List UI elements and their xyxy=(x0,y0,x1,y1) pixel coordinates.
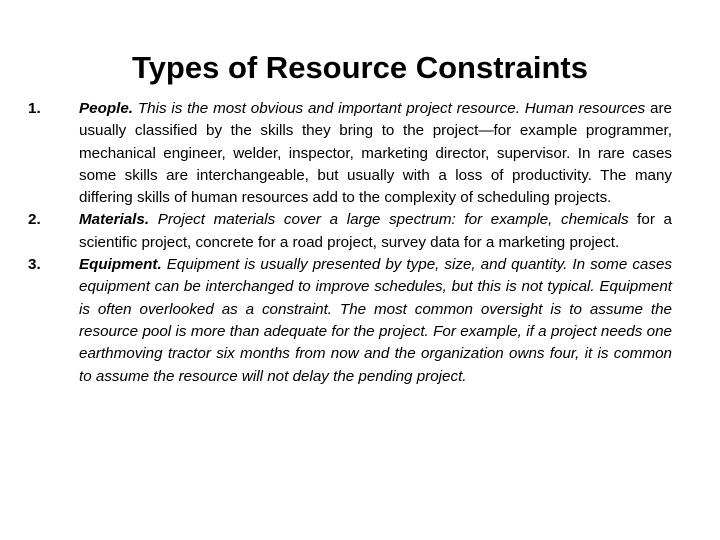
item-italic-term: chemicals xyxy=(561,211,629,229)
item-text: are usually classified by the skills they bring to the project—for example programmer, mechanical engineer, welder, inspector, marketing director, supervisor. In rare cases some skills are interchangeable, but usually with a loss of productivity. The many differing skills of human resources add to the complexity of scheduling projects. xyxy=(79,100,673,207)
list-item-people xyxy=(28,98,672,209)
constraint-list xyxy=(28,98,672,388)
item-lead-term: People. xyxy=(79,100,134,117)
item-number: 3. xyxy=(28,256,41,274)
item-text: This is the most obvious and important project resource. Human xyxy=(133,100,579,117)
item-number: 1. xyxy=(28,100,41,117)
item-lead-term: Materials. xyxy=(79,211,150,229)
list-item-materials xyxy=(28,209,672,254)
list-item-equipment xyxy=(28,254,672,388)
slide-title: Types of Resource Constraints xyxy=(132,50,588,85)
item-text: for a scientific project, concrete for a road project, survey data for a marketing project. xyxy=(79,211,672,251)
item-text: Equipment is usually presented by type, size, and quantity. In some cases equipment can be interchanged to improve schedules, but this is not typical. Equipment is often overlooked as a constraint. The most common oversight is to assume the resource pool is more than adequate for the project. For example, if a project needs one earthmoving tractor six months from now and the organization owns four, it is common to assume the resource will not delay the pending project. xyxy=(79,256,672,385)
item-lead-term: Equipment. xyxy=(79,256,162,274)
item-italic-term: resources xyxy=(578,100,646,117)
item-text: Project materials cover a large spectrum: for example, xyxy=(149,211,562,229)
item-number: 2. xyxy=(28,211,41,229)
